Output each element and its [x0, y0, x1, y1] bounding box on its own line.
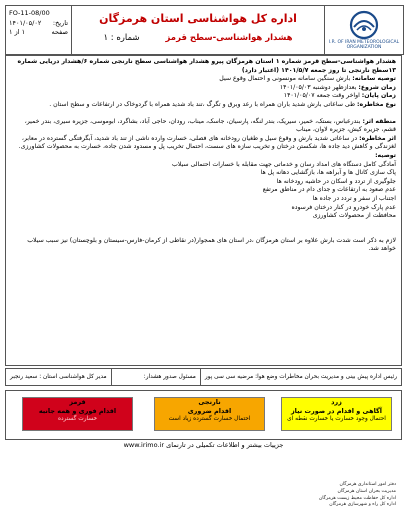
logo-caption: I.R. OF IRAN METEOROLOGICAL ORGANIZATION: [328, 40, 400, 50]
subject-value: بارش سنگین سامانه مونسونی و احتمال وقوع سیل: [219, 75, 351, 83]
advice-item: پاک سازی کانال ها و آبراهه ها، بازگشایی دهانه پل ها: [260, 169, 396, 177]
document-meta: [6, 6, 72, 54]
legend-red-desc: خسارت گسترده: [57, 416, 98, 423]
region-row: [11, 118, 396, 135]
header-title-block: [72, 6, 325, 54]
date-label: تاریخ:: [52, 18, 68, 27]
end-label: زمان پایان:: [361, 92, 396, 100]
advice-item: آمادگی کامل دستگاه های امداد رسان و خدماتی جهت مقابله با خسارات احتمالی سیلاب: [171, 160, 396, 168]
advice-item: عدم صعود به ارتفاعات و جدای دام در مناطق مرتفع: [262, 186, 396, 194]
legend-red-title: قرمز: [69, 398, 86, 406]
logo-emblem-icon: [345, 10, 383, 40]
warning-heading: هشدار هواشناسی-سطح قرمز شماره ۱ استان هرمزگان پیرو هشدار هواشناسی سطح نارنجی شماره ۶/هشدار دریایی شماره ۱۳سطح نارنجی تا روز جمعه ۱۴۰۱/۵/۷ (اعتبار دارد): [17, 58, 396, 74]
header-subtitle: [72, 33, 324, 43]
distribution-item: مدیریت بحران استان هرمزگان: [337, 488, 396, 494]
legend-red-action: اقدام فوری و همه جانبه: [38, 406, 117, 415]
signature-row: [5, 368, 402, 386]
region-value: بندرعباس، بستک، خمیر، سیریک، بندر لنگه، پارسیان، جاسک، میناب، رودان، حاجی آباد، بشاگرد، ابوموسی، جزیره سیری، بندر خمیر، قشم، جزیره کیش، جزیره لاوان، میناب: [24, 117, 396, 134]
end-value: اواخر وقت جمعه ۱۴۰۱/۰۵/۰۷: [283, 92, 360, 100]
date-value: ۱۴۰۱/۰۵/۰۲: [9, 18, 42, 27]
website-info: جزییات بیشتر و اطلاعات تکمیلی در تارنمای www.irimo.ir: [123, 441, 284, 449]
phenomenon-value: طی ساعاتی بارش شدید باران همراه با رعد وبرق و تگرگ ،تند باد شدید همراه با گردوخاک در ارتفاعات و سطح استان .: [49, 100, 356, 108]
warning-level-legend: [5, 390, 402, 440]
date-row: [9, 19, 68, 29]
page-value: ۱ از ۱: [9, 28, 26, 36]
page-row: [9, 28, 68, 38]
warning-number: شماره : ۱: [103, 33, 140, 43]
start-row: [11, 84, 396, 93]
region-label: منطقه اثر:: [362, 117, 396, 125]
meteorological-organization-logo: [325, 6, 403, 54]
legend-red: [22, 397, 133, 431]
legend-yellow-action: آگاهی و اقدام در صورت نیاز: [290, 406, 383, 415]
legend-orange: [154, 397, 265, 431]
advice-list: [11, 161, 396, 221]
forecaster-signature: رئیس اداره پیش بینی و مدیریت بحران مخاطرات وضع هوا: مرضیه سی سی پور: [200, 369, 401, 385]
doc-code: FO-11-08/00: [9, 9, 50, 17]
legend-yellow: [281, 397, 392, 431]
legend-orange-title: نارنجی: [198, 398, 221, 406]
phenomenon-row: [11, 101, 396, 110]
legend-yellow-desc: احتمال وجود خسارت یا خسارت نقطه ای: [287, 416, 386, 423]
page-title: اداره کل هواشناسی استان هرمزگان: [99, 12, 297, 25]
effects-row: [11, 135, 396, 152]
director-signature: مدیر کل هواشناسی استان : سعید رنجبر: [10, 374, 107, 380]
warning-type: هشدار هواشناسی-سطح قرمز: [165, 33, 293, 43]
neighbor-provinces-note: لازم به ذکر است شدت بارش علاوه بر استان هرمزگان ،در استان های همجوار(در نقاطی از کرمان-فارس-سیستان و بلوچستان) نیز سبب سیلاب خواهد شد.: [27, 236, 396, 253]
legend-orange-desc: احتمال خسارت گسترده زیاد است: [168, 416, 251, 423]
advice-label: توصیه:: [375, 151, 396, 159]
warning-officer-signature: مسئول صدور هشدار:: [111, 369, 200, 385]
distribution-item: دفتر امور استانداری هرمزگان: [339, 482, 396, 487]
legend-yellow-title: زرد: [331, 398, 342, 406]
advice-item: اجتناب از سفر و تردد در جاده ها: [312, 194, 396, 202]
legend-orange-action: اقدام ضروری: [187, 406, 232, 415]
document-header: [5, 5, 404, 55]
start-label: زمان شروع:: [358, 83, 396, 91]
advice-item: محافظت از محصولات کشاورزی: [312, 212, 396, 220]
effects-value: در ساعاتی شدید بارش و وقوع سیل و طغیان رودخانه های فصلی، خسارت وارده ناشی از تند باد شدید، آبگرفتگی گسترده در معابر، لغزندگی و کاهش دید جاده ها، شکستن درختان و تخریب سازه های سست، احتمال تخریب پل و مسدود شدن جاده، خسارت به محصولات کشاورزی.: [18, 134, 396, 151]
phenomenon-label: نوع مخاطره:: [356, 100, 396, 108]
distribution-item: اداره کل حفاظت محیط زیست هرمزگان: [318, 495, 396, 501]
page-label: صفحه: [51, 28, 68, 36]
start-value: بعدازظهر دوشنبه ۱۴۰۱/۰۵/۰۳: [279, 83, 357, 91]
advice-item: عدم پارک خودرو در کنار درختان فرسوده: [291, 203, 396, 211]
distribution-list: [5, 482, 402, 509]
subject-label: توصیه سامانه:: [352, 75, 396, 83]
advice-item: جلوگیری از تردد و اسکان در حاشیه رودخانه ها: [276, 177, 396, 185]
subject-row: [11, 75, 396, 84]
distribution-item: اداره کل راه و شهرسازی هرمزگان: [329, 502, 396, 508]
end-row: [11, 92, 396, 101]
effects-label: اثر مخاطره:: [359, 134, 396, 142]
warning-body: [5, 55, 402, 366]
